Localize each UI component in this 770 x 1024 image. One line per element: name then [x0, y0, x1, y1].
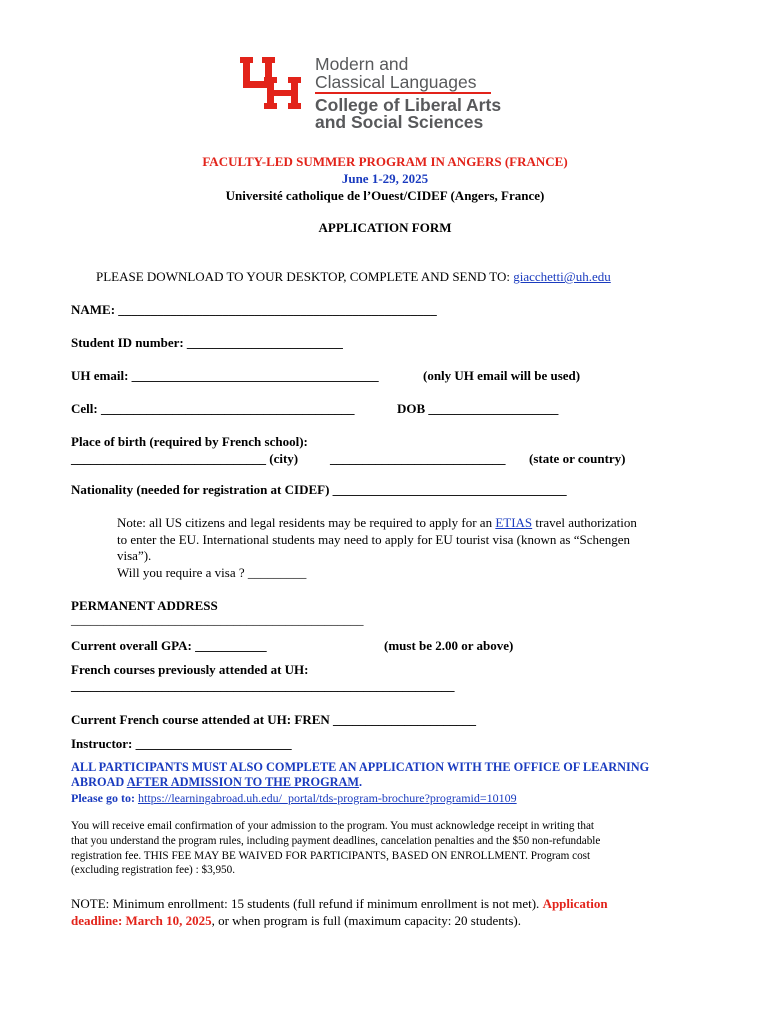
gpa-field[interactable]: Current overall GPA: ___________	[71, 638, 267, 653]
visa-note-suffix: travel authorization	[532, 515, 637, 530]
visa-note-line-3: visa”).	[117, 548, 152, 563]
gpa-note: (must be 2.00 or above)	[384, 638, 514, 653]
logo-divider	[315, 92, 491, 94]
logo-line-4: and Social Sciences	[315, 112, 484, 132]
student-id-field[interactable]: Student ID number: ________________________	[71, 335, 343, 350]
instructions-text: PLEASE DOWNLOAD TO YOUR DESKTOP, COMPLETE AND SEND TO:	[96, 269, 514, 284]
french-courses-label: French courses previously attended at UH:	[71, 662, 309, 677]
etias-link[interactable]: ETIAS	[495, 515, 533, 530]
name-field[interactable]: NAME: _________________________________________________	[71, 302, 437, 317]
final-note-line-2	[71, 913, 521, 929]
learning-abroad-notice-line-1: ALL PARTICIPANTS MUST ALSO COMPLETE AN APPLICATION WITH THE OFFICE OF LEARNING	[71, 760, 650, 774]
notice-prefix: ABROAD	[71, 775, 127, 789]
uh-email-note: (only UH email will be used)	[423, 368, 581, 383]
program-institution: Université catholique de l’Ouest/CIDEF (Angers, France)	[225, 188, 545, 203]
place-of-birth-label: Place of birth (required by French school):	[71, 434, 308, 449]
notice-suffix: .	[359, 775, 363, 789]
after-admission-link[interactable]: AFTER ADMISSION TO THE PROGRAM	[126, 775, 360, 789]
current-course-field[interactable]: Current French course attended at UH: FREN ______________________	[71, 712, 477, 727]
french-courses-field[interactable]: ___________________________________________________________	[71, 678, 455, 693]
uh-email-field[interactable]: UH email: ______________________________________	[71, 368, 379, 383]
confirmation-line-1: You will receive email confirmation of your admission to the program. You must acknowledge receipt in writing that	[71, 820, 595, 832]
form-title: APPLICATION FORM	[318, 220, 452, 235]
visa-note-prefix: Note: all US citizens and legal residents may be required to apply for an	[117, 515, 496, 530]
logo-line-1: Modern and	[315, 54, 409, 74]
visa-note-line-2: to enter the EU. International students may need to apply for EU tourist visa (known as “Schengen	[117, 532, 631, 547]
confirmation-line-4: (excluding registration fee) : $3,950.	[71, 864, 236, 876]
learning-abroad-url-link[interactable]: https://learningabroad.uh.edu/_portal/tds-program-brochure?programid=10109	[137, 791, 517, 805]
contact-email-link[interactable]: giacchetti@uh.edu	[513, 269, 611, 284]
confirmation-line-2: that you understand the program rules, including payment deadlines, cancelation penalties and the $50 non-refundable	[71, 835, 601, 847]
learning-abroad-notice-line-2	[71, 775, 362, 790]
final-note-line-1	[71, 896, 608, 912]
deadline-label: Application	[542, 896, 608, 911]
nationality-field[interactable]: Nationality (needed for registration at CIDEF) ____________________________________	[71, 482, 567, 497]
instructor-field[interactable]: Instructor: ________________________	[71, 736, 292, 751]
confirmation-line-3: registration fee. THIS FEE MAY BE WAIVED FOR PARTICIPANTS, BASED ON ENROLLMENT. Program cost	[71, 850, 591, 862]
cell-field[interactable]: Cell: _______________________________________	[71, 401, 355, 416]
permanent-address-label: PERMANENT ADDRESS	[71, 598, 218, 613]
permanent-address-field[interactable]: _____________________________________________	[71, 612, 364, 627]
dob-field[interactable]: DOB ____________________	[397, 401, 559, 416]
final-note-suffix: , or when program is full (maximum capacity: 20 students).	[211, 913, 521, 928]
visa-note-line-1	[117, 515, 637, 531]
logo-line-3: College of Liberal Arts	[315, 95, 502, 115]
deadline-date: deadline: March 10, 2025	[71, 913, 212, 928]
city-field[interactable]: ______________________________ (city)	[71, 451, 299, 466]
instructions	[96, 269, 611, 285]
program-title: FACULTY-LED SUMMER PROGRAM IN ANGERS (FRANCE)	[202, 154, 568, 169]
logo-line-2: Classical Languages	[315, 72, 477, 92]
visa-question-field[interactable]: Will you require a visa ? _________	[117, 565, 307, 580]
uh-logo-mark-icon	[238, 55, 302, 111]
goto-label: Please go to:	[71, 791, 138, 805]
state-label: (state or country)	[529, 451, 626, 466]
program-dates: June 1-29, 2025	[341, 171, 429, 186]
state-field[interactable]: ___________________________	[330, 451, 506, 466]
final-note-prefix: NOTE: Minimum enrollment: 15 students (full refund if minimum enrollment is not met).	[71, 896, 543, 911]
learning-abroad-goto	[71, 791, 517, 806]
